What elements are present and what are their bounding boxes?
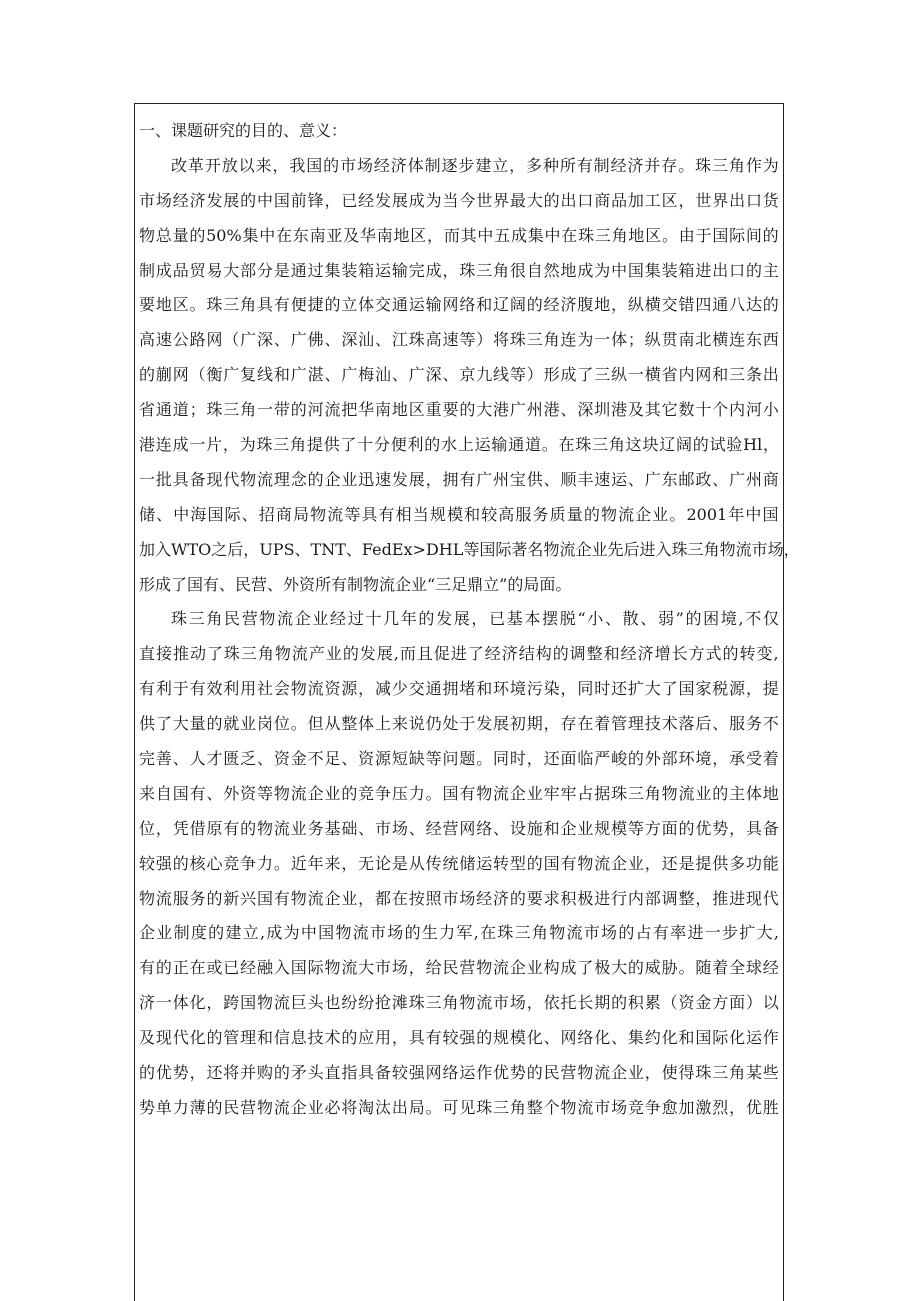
paragraph-line: 济 一 体 化 ， 跨 国 物 流 巨 头 也 纷 纷 抢 滩 珠 三 角 物 流 市 场 ， 依 托 长 期 的 积 累 （ 资 金 方 面 ） 以 xyxy=(139,993,779,1013)
paragraph-line: 供 了 大 量 的 就 业 岗 位 。 但 从 整 体 上 来 说 仍 处 于 发 展 初 期 ， 存 在 着 管 理 技 术 落 后 、 服 务 不 xyxy=(139,714,779,734)
paragraph-line: 加 入 WTO 之 后 ， UPS 、 TNT 、 FedEx>DHL 等 国 际 著 名 物 流 企 业 先 后 进 入 珠 三 角 物 流 市 场 ， xyxy=(139,539,800,559)
paragraph-line: 完 善 、 人 才 匮 乏 、 资 金 不 足 、 资 源 短 缺 等 问 题 。 同 时 ， 还 面 临 严 峻 的 外 部 环 境 ， 承 受 着 xyxy=(139,749,779,769)
paragraph-line: 港 连 成 一 片 ， 为 珠 三 角 提 供 了 十 分 便 利 的 水 上 运 输 通 道 。 在 珠 三 角 这 块 辽 阔 的 试 验 Hl ， xyxy=(139,435,779,455)
paragraph-line: 物 流 服 务 的 新 兴 国 有 物 流 企 业 ， 都 在 按 照 市 场 经 济 的 要 求 积 极 进 行 内 部 调 整 ， 推 进 现 代 xyxy=(139,888,779,908)
paragraph-line: 市 场 经 济 发 展 的 中 国 前 锋 ， 已 经 发 展 成 为 当 今 世 界 最 大 的 出 口 商 品 加 工 区 ， 世 界 出 口 货 xyxy=(139,190,779,210)
section-heading-text: 一、课题研究的目的、意义： xyxy=(139,121,348,140)
paragraph-line: 一 批 具 备 现 代 物 流 理 念 的 企 业 迅 速 发 展 ， 拥 有 广 州 宝 供 、 顺 丰 速 运 、 广 东 邮 政 、 广 州 商 xyxy=(139,469,779,489)
paragraph-line: 企 业 制 度 的 建 立 , 成 为 中 国 物 流 市 场 的 生 力 军 , 在 珠 三 角 物 流 市 场 的 占 有 率 进 一 步 扩 大 , xyxy=(139,923,779,943)
paragraph-line: 的 蒯 网 （ 衡 广 复 线 和 广 湛 、 广 梅 汕 、 广 深 、 京 九 线 等 ） 形 成 了 三 纵 一 横 省 内 网 和 三 条 出 xyxy=(139,365,779,385)
document-table-cell xyxy=(134,103,800,1301)
paragraph-line: 高 速 公 路 网 （ 广 深 、 广 佛 、 深 汕 、 江 珠 高 速 等 ） 将 珠 三 角 连 为 一 体 ； 纵 贯 南 北 横 连 东 西 xyxy=(139,330,779,350)
paragraph-line: 的 优 势 ， 还 将 并 购 的 矛 头 直 指 具 备 较 强 网 络 运 作 优 势 的 民 营 物 流 企 业 ， 使 得 珠 三 角 某 些 xyxy=(139,1063,779,1083)
paragraph-line: 较 强 的 核 心 竞 争 力 。 近 年 来 ， 无 论 是 从 传 统 储 运 转 型 的 国 有 物 流 企 业 ， 还 是 提 供 多 功 能 xyxy=(139,853,779,873)
paragraph-line: 改 革 开 放 以 来 ， 我 国 的 市 场 经 济 体 制 逐 步 建 立 ， 多 种 所 有 制 经 济 并 存 。 珠 三 角 作 为 xyxy=(171,155,779,175)
paragraph-line: 珠 三 角 民 营 物 流 企 业 经 过 十 几 年 的 发 展 ， 已 基 本 摆 脱 “ 小 、 散 、 弱 ” 的 困 境 , 不 仅 xyxy=(171,609,779,629)
paragraph-line: 省 通 道 ； 珠 三 角 一 带 的 河 流 把 华 南 地 区 重 要 的 大 港 广 州 港 、 深 圳 港 及 其 它 数 十 个 内 河 小 xyxy=(139,400,779,420)
paragraph-line: 物 总 量 的 50% 集 中 在 东 南 亚 及 华 南 地 区 ， 而 其 中 五 成 集 中 在 珠 三 角 地 区 。 由 于 国 际 间 的 xyxy=(139,225,779,245)
paragraph-line: 有 利 于 有 效 利 用 社 会 物 流 资 源 ， 减 少 交 通 拥 堵 和 环 境 污 染 ， 同 时 还 扩 大 了 国 家 税 源 ， 提 xyxy=(139,679,779,699)
section-heading xyxy=(139,120,779,155)
paragraph-line: 来 自 国 有 、 外 资 等 物 流 企 业 的 竞 争 压 力 。 国 有 物 流 企 业 牢 牢 占 据 珠 三 角 物 流 业 的 主 体 地 xyxy=(139,783,779,803)
paragraph-line: 及 现 代 化 的 管 理 和 信 息 技 术 的 应 用 ， 具 有 较 强 的 规 模 化 、 网 络 化 、 集 约 化 和 国 际 化 运 作 xyxy=(139,1028,779,1048)
paragraph-line: 势 单 力 薄 的 民 营 物 流 企 业 必 将 淘 汰 出 局 。 可 见 珠 三 角 整 个 物 流 市 场 竞 争 愈 加 激 烈 ， 优 胜 xyxy=(139,1097,779,1117)
document-body xyxy=(139,120,800,1132)
paragraph-line: 形成了国有、民营、外资所有制物流企业“三足鼎立”的局面。 xyxy=(139,574,572,594)
paragraph-line: 位 ， 凭 借 原 有 的 物 流 业 务 基 础 、 市 场 、 经 营 网 络 、 设 施 和 企 业 规 模 等 方 面 的 优 势 ， 具 备 xyxy=(139,818,779,838)
paragraph-line: 有 的 正 在 或 已 经 融 入 国 际 物 流 大 市 场 ， 给 民 营 物 流 企 业 构 成 了 极 大 的 威 胁 。 随 着 全 球 经 xyxy=(139,958,779,978)
paragraph-line: 制 成 品 贸 易 大 部 分 是 通 过 集 装 箱 运 输 完 成 ， 珠 三 角 很 自 然 地 成 为 中 国 集 装 箱 进 出 口 的 主 xyxy=(139,260,779,280)
paragraph-line: 储 、 中 海 国 际 、 招 商 局 物 流 等 具 有 相 当 规 模 和 较 高 服 务 质 量 的 物 流 企 业 。 2001 年 中 国 xyxy=(139,504,779,524)
paragraph-line: 直 接 推 动 了 珠 三 角 物 流 产 业 的 发 展 , 而 且 促 进 了 经 济 结 构 的 调 整 和 经 济 增 长 方 式 的 转 变 , xyxy=(139,644,779,664)
paragraph-line: 要 地 区 。 珠 三 角 具 有 便 捷 的 立 体 交 通 运 输 网 络 和 辽 阔 的 经 济 腹 地 ， 纵 横 交 错 四 通 八 达 的 xyxy=(139,295,779,315)
